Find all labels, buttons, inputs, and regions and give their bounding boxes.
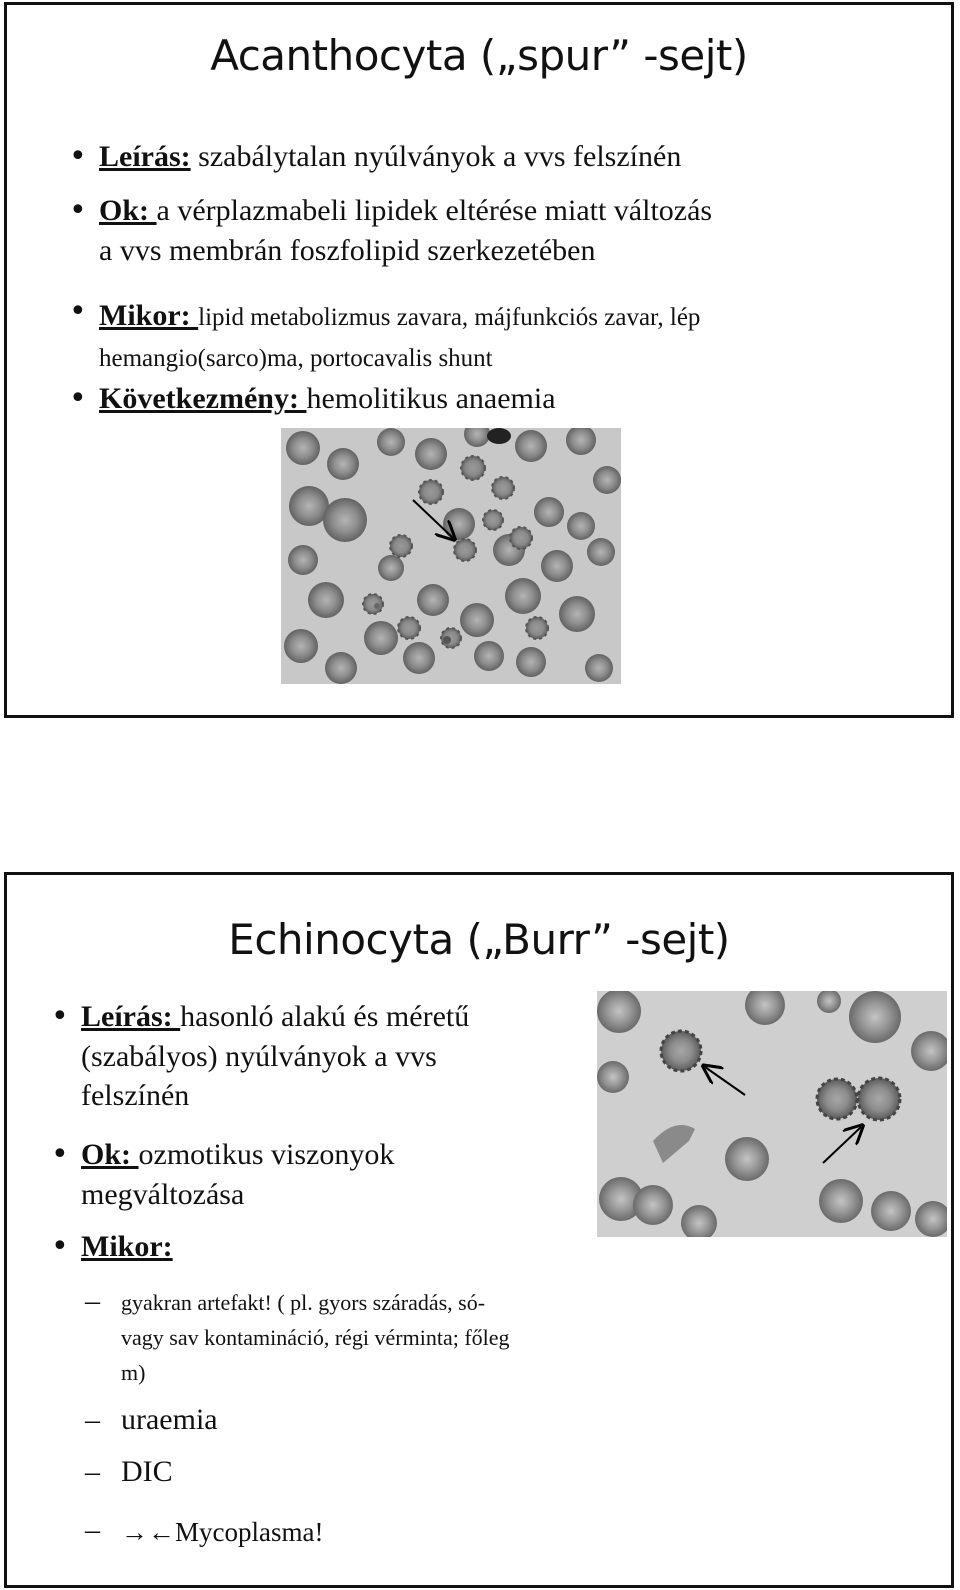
bullet-label: Ok: bbox=[81, 1138, 139, 1171]
sub-item-uraemia bbox=[85, 1403, 218, 1437]
bullet-label: Következmény: bbox=[99, 382, 307, 415]
bullet-label: Mikor: bbox=[99, 299, 199, 332]
bullet-leiras bbox=[51, 997, 470, 1116]
bullet-ok bbox=[51, 1135, 395, 1214]
bullet-icon: • bbox=[51, 999, 69, 1034]
bullet-icon: • bbox=[69, 193, 87, 228]
dash-icon: – bbox=[85, 1455, 100, 1488]
bullet-kovetkezmeny bbox=[69, 379, 556, 419]
acanthocyte-micrograph bbox=[281, 428, 621, 684]
echinocyte-micrograph-icon bbox=[597, 991, 947, 1237]
bullet-text-cont: (szabályos) nyúlványok a vvs bbox=[81, 1039, 437, 1073]
sub-item-text: →←Mycoplasma! bbox=[121, 1517, 324, 1547]
bullet-text: a vérplazmabeli lipidek eltérése miatt változás bbox=[156, 194, 713, 227]
dash-icon: – bbox=[85, 1513, 100, 1546]
slide-echinocyta bbox=[4, 872, 954, 1588]
bullet-text: hemolitikus anaemia bbox=[306, 382, 556, 415]
bullet-icon: • bbox=[51, 1229, 69, 1264]
echinocyte-micrograph bbox=[597, 991, 947, 1237]
dash-icon: – bbox=[85, 1284, 100, 1317]
bullet-text-cont: megváltozása bbox=[81, 1177, 245, 1211]
bullet-label: Mikor: bbox=[81, 1230, 173, 1263]
bullet-icon: • bbox=[51, 1137, 69, 1172]
bullet-leiras bbox=[69, 137, 682, 177]
slide-title: Acanthocyta („spur” -sejt) bbox=[210, 31, 748, 80]
bullet-icon: • bbox=[69, 139, 87, 174]
bullet-mikor bbox=[69, 293, 701, 378]
acanthocyte-micrograph-icon bbox=[281, 428, 621, 684]
sub-item-text: gyakran artefakt! ( pl. gyors száradás, só- bbox=[121, 1290, 486, 1315]
bullet-text: szabálytalan nyúlványok a vvs felszínén bbox=[190, 140, 682, 173]
bullet-label: Leírás: bbox=[81, 1000, 181, 1033]
bullet-mikor bbox=[51, 1227, 173, 1267]
sub-item-mycoplasma bbox=[85, 1513, 324, 1548]
sub-item-text-cont: vagy sav kontamináció, régi vérminta; főleg bbox=[121, 1325, 510, 1351]
sub-item-text: DIC bbox=[121, 1455, 173, 1488]
bullet-text-cont: felszínén bbox=[81, 1079, 190, 1113]
bullet-text-cont: hemangio(sarco)ma, portocavalis shunt bbox=[99, 344, 493, 372]
slide-title: Echinocyta („Burr” -sejt) bbox=[228, 915, 730, 964]
sub-item-text-cont: m) bbox=[121, 1360, 146, 1386]
sub-item-text: uraemia bbox=[121, 1403, 218, 1436]
bullet-text: ozmotikus viszonyok bbox=[138, 1138, 395, 1171]
bullet-ok bbox=[69, 191, 713, 270]
bullet-text-cont: a vvs membrán foszfolipid szerkezetében bbox=[99, 233, 596, 267]
bullet-label: Leírás: bbox=[99, 140, 191, 173]
slide-acanthocyta bbox=[4, 2, 954, 718]
bullet-label: Ok: bbox=[99, 194, 157, 227]
dash-icon: – bbox=[85, 1403, 100, 1436]
sub-item-artefakt bbox=[85, 1284, 510, 1391]
bullet-text: lipid metabolizmus zavara, májfunkciós zavar, lép bbox=[198, 304, 701, 331]
bullet-icon: • bbox=[69, 294, 87, 329]
bullet-text: hasonló alakú és méretű bbox=[180, 1000, 470, 1033]
bullet-icon: • bbox=[69, 381, 87, 416]
sub-item-dic bbox=[85, 1455, 173, 1489]
